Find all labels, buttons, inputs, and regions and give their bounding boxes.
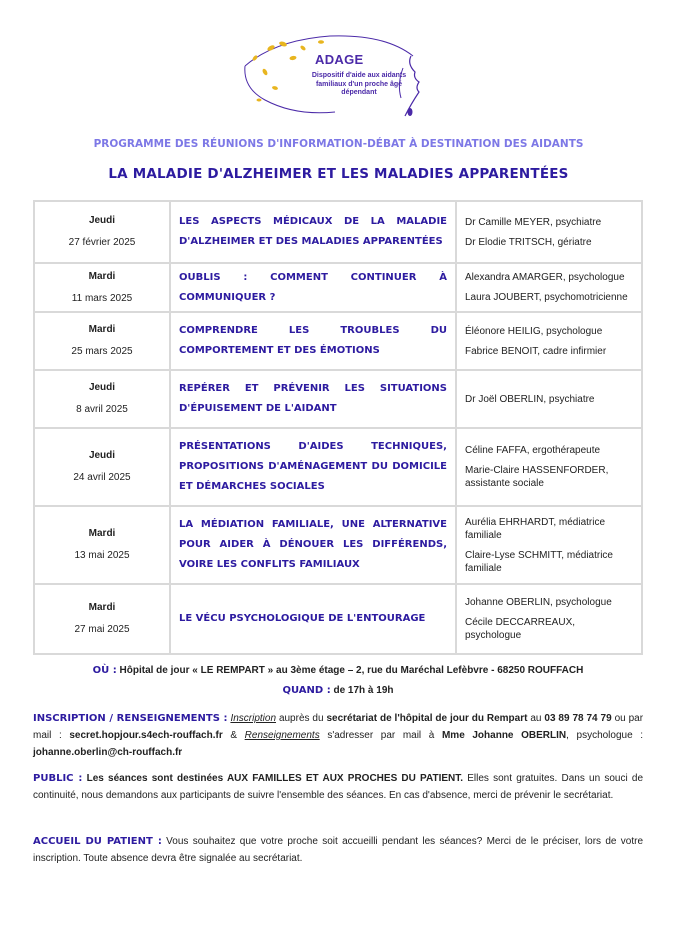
- accueil-paragraph: [33, 833, 643, 867]
- session-date-cell: [34, 584, 170, 654]
- session-date: 11 mars 2025: [71, 292, 133, 304]
- inscription-paragraph: [33, 710, 643, 761]
- speaker: Céline FAFFA, ergothérapeute: [465, 445, 601, 456]
- session-speakers: [456, 584, 642, 654]
- speaker: Fabrice BENOIT, cadre infirmier: [465, 345, 607, 357]
- time-text: de 17h à 19h: [333, 685, 394, 696]
- session-topic: OUBLIS : COMMENT CONTINUER À COMMUNIQUER ?: [170, 263, 456, 312]
- session-topic: LE VÉCU PSYCHOLOGIQUE DE L'ENTOURAGE: [170, 584, 456, 654]
- sessions-table: [33, 200, 643, 655]
- secretariat-email[interactable]: secret.hopjour.s4ech-rouffach.fr: [69, 730, 223, 741]
- session-date: 24 avril 2025: [73, 472, 131, 483]
- speaker: Aurélia EHRHARDT, médiatrice familiale: [465, 516, 606, 541]
- session-day: Jeudi: [88, 215, 116, 226]
- session-date-cell: [34, 312, 170, 370]
- public-text: Elles sont gratuites. Dans un souci de continuité, nous demandons aux participants de suivre l'ensemble des séances. En cas d'absence, merci de prévenir le secrétariat.: [33, 773, 644, 801]
- inscription-word: Inscription: [230, 713, 277, 724]
- session-topic: REPÉRER ET PRÉVENIR LES SITUATIONS D'ÉPUISEMENT DE L'AIDANT: [170, 370, 456, 428]
- session-speakers: [456, 201, 642, 263]
- session-topic: LES ASPECTS MÉDICAUX DE LA MALADIE D'ALZHEIMER ET DES MALADIES APPARENTÉES: [170, 201, 456, 263]
- session-row: [34, 370, 642, 428]
- session-day: Mardi: [88, 528, 116, 539]
- adage-logo: [235, 28, 435, 123]
- session-date-cell: [34, 428, 170, 506]
- logo-title: ADAGE: [315, 52, 364, 67]
- programme-subtitle: PROGRAMME DES RÉUNIONS D'INFORMATION-DÉBAT À DESTINATION DES AIDANTS: [93, 138, 584, 150]
- text: au: [530, 713, 542, 724]
- session-speakers: [456, 370, 642, 428]
- session-date: 27 février 2025: [68, 237, 136, 248]
- speaker: Dr Joël OBERLIN, psychiatre: [465, 393, 595, 405]
- logo-tagline: Dispositif d'aide aux aidants familiaux d'un proche âgé dépendant: [311, 72, 407, 96]
- session-row: [34, 312, 642, 370]
- session-speakers: [456, 428, 642, 506]
- time-label: QUAND :: [282, 685, 331, 696]
- session-date-cell: [34, 370, 170, 428]
- session-date-cell: [34, 201, 170, 263]
- session-speakers: [456, 263, 642, 312]
- speaker: Dr Camille MEYER, psychiatre: [465, 216, 602, 228]
- session-date: 27 mai 2025: [74, 624, 130, 635]
- speaker: Alexandra AMARGER, psychologue: [465, 272, 625, 283]
- session-date: 13 mai 2025: [74, 550, 130, 561]
- renseignements-word: Renseignements: [244, 730, 320, 741]
- session-date: 25 mars 2025: [71, 346, 133, 357]
- speaker: Dr Elodie TRITSCH, gériatre: [465, 236, 592, 248]
- public-highlight: Les séances sont destinées AUX FAMILLES ET AUX PROCHES DU PATIENT.: [86, 773, 464, 784]
- public-paragraph: [33, 770, 643, 804]
- session-date: 8 avril 2025: [76, 404, 128, 415]
- accueil-text: Vous souhaitez que votre proche soit accueilli pendant les séances? Merci de le préciser, lors de votre inscription. Toute absence devra être signalée au secrétariat.: [33, 836, 644, 864]
- session-topic: LA MÉDIATION FAMILIALE, UNE ALTERNATIVE POUR AIDER À DÉNOUER LES DIFFÉRENDS, VOIRE LES CONFLITS FAMILIAUX: [170, 506, 456, 584]
- programme-title: LA MALADIE D'ALZHEIMER ET LES MALADIES APPARENTÉES: [108, 166, 569, 182]
- session-date-cell: [34, 263, 170, 312]
- speaker: Cécile DECCARREAUX, psychologue: [465, 617, 576, 641]
- session-day: Jeudi: [88, 382, 116, 393]
- session-day: Mardi: [88, 324, 116, 335]
- session-row: [34, 584, 642, 654]
- text: s'adresser par mail à: [327, 730, 435, 741]
- contact-name: Mme Johanne OBERLIN: [441, 730, 567, 741]
- text: , psychologue :: [566, 730, 644, 741]
- session-row: [34, 263, 642, 312]
- session-speakers: [456, 312, 642, 370]
- session-day: Mardi: [88, 270, 116, 282]
- session-day: Jeudi: [88, 450, 116, 461]
- session-row: [34, 201, 642, 263]
- public-label: PUBLIC :: [33, 773, 83, 784]
- secretariat-name: secrétariat de l'hôpital de jour du Rempart: [326, 713, 528, 724]
- text: ou par mail :: [33, 713, 644, 741]
- time-line: [33, 685, 643, 696]
- speaker: Marie-Claire HASSENFORDER, assistante sociale: [465, 465, 609, 489]
- speaker: Éléonore HEILIG, psychologue: [465, 325, 603, 337]
- session-speakers: [456, 506, 642, 584]
- session-day: Mardi: [88, 602, 116, 613]
- speaker: Laura JOUBERT, psychomotricienne: [465, 292, 628, 303]
- speaker: Johanne OBERLIN, psychologue: [465, 597, 612, 608]
- text: &: [230, 730, 238, 741]
- session-date-cell: [34, 506, 170, 584]
- session-topic: PRÉSENTATIONS D'AIDES TECHNIQUES, PROPOSITIONS D'AMÉNAGEMENT DU DOMICILE ET DÉMARCHES SOCIALES: [170, 428, 456, 506]
- phone-number: 03 89 78 74 79: [544, 713, 612, 724]
- location-text: Hôpital de jour « LE REMPART » au 3ème étage – 2, rue du Maréchal Lefèbvre - 68250 ROUFFACH: [119, 665, 584, 676]
- text: auprès du: [278, 713, 324, 724]
- speaker: Claire-Lyse SCHMITT, médiatrice familiale: [465, 549, 613, 574]
- inscription-label: INSCRIPTION / RENSEIGNEMENTS :: [33, 713, 228, 724]
- session-row: [34, 428, 642, 506]
- session-topic: COMPRENDRE LES TROUBLES DU COMPORTEMENT ET DES ÉMOTIONS: [170, 312, 456, 370]
- location-line: [33, 665, 643, 676]
- contact-email[interactable]: johanne.oberlin@ch-rouffach.fr: [33, 747, 183, 758]
- location-label: OÙ :: [92, 665, 117, 676]
- session-row: [34, 506, 642, 584]
- accueil-label: ACCUEIL DU PATIENT :: [33, 836, 162, 847]
